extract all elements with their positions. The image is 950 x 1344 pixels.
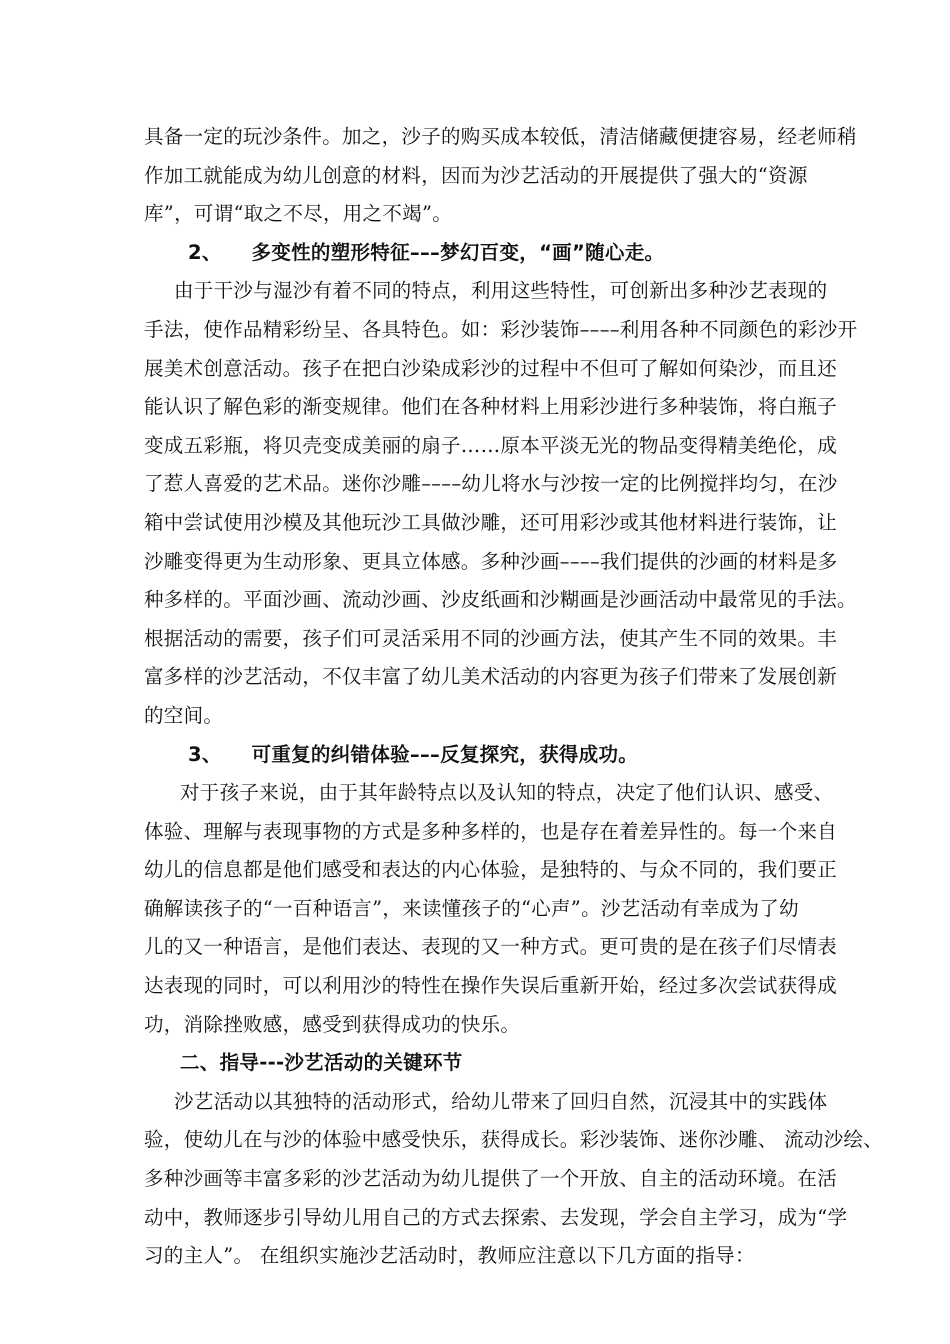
paragraph-line: 确解读孩子的“一百种语言”，来读懂孩子的“心声”。沙艺活动有幸成为了幼 [144,896,799,920]
paragraph-line: 库”，可谓“取之不尽，用之不竭”。 [144,202,453,226]
paragraph-line: 沙雕变得更为生动形象、更具立体感。多种沙画––––我们提供的沙画的材料是多 [144,549,838,573]
paragraph-line: 展美术创意活动。孩子在把白沙染成彩沙的过程中不但可了解如何染沙，而且还 [144,356,838,380]
paragraph-line: 作加工就能成为幼儿创意的材料，因而为沙艺活动的开展提供了强大的“资源 [144,163,808,187]
paragraph-line: 变成五彩瓶，将贝壳变成美丽的扇子……原本平淡无光的物品变得精美绝伦，成 [144,433,838,457]
paragraph-line: 根据活动的需要，孩子们可灵活采用不同的沙画方法，使其产生不同的效果。丰 [144,626,838,650]
paragraph-line: 沙艺活动以其独特的活动形式，给幼儿带来了回归自然，沉浸其中的实践体 [174,1089,828,1113]
section-heading: 3、 可重复的纠错体验–––反复探究，获得成功。 [188,742,639,766]
paragraph-line: 富多样的沙艺活动，不仅丰富了幼儿美术活动的内容更为孩子们带来了发展创新 [144,665,838,689]
paragraph-line: 种多样的。平面沙画、流动沙画、沙皮纸画和沙糊画是沙画活动中最常见的手法。 [144,588,857,612]
paragraph-line: 具备一定的玩沙条件。加之，沙子的购买成本较低，清洁储藏便捷容易，经老师稍 [144,125,857,148]
paragraph-line: 能认识了解色彩的渐变规律。他们在各种材料上用彩沙进行多种装饰，将白瓶子 [144,395,838,419]
paragraph-line: 的空间。 [144,703,224,727]
paragraph-line: 功，消除挫败感，感受到获得成功的快乐。 [144,1012,521,1036]
chapter-heading: 二、指导---沙艺活动的关键环节 [180,1051,463,1075]
paragraph-line: 了惹人喜爱的艺术品。迷你沙雕––––幼儿将水与沙按一定的比例搅拌均匀，在沙 [144,472,838,496]
section-heading: 2、 多变性的塑形特征–––梦幻百变，“画”随心走。 [188,240,665,264]
paragraph-line: 习的主人”。 在组织实施沙艺活动时，教师应注意以下几方面的指导： [144,1244,755,1268]
paragraph-line: 达表现的同时，可以利用沙的特性在操作失误后重新开始，经过多次尝试获得成 [144,974,838,998]
paragraph-line: 多种沙画等丰富多彩的沙艺活动为幼儿提供了一个开放、自主的活动环境。在活 [144,1167,838,1191]
paragraph-line: 儿的又一种语言，是他们表达、表现的又一种方式。更可贵的是在孩子们尽情表 [144,935,838,959]
paragraph-line: 箱中尝试使用沙模及其他玩沙工具做沙雕，还可用彩沙或其他材料进行装饰，让 [144,510,838,534]
paragraph-line: 手法，使作品精彩纷呈、各具特色。如：彩沙装饰––––利用各种不同颜色的彩沙开 [144,317,858,341]
paragraph-line: 体验、理解与表现事物的方式是多种多样的，也是存在着差异性的。每一个来自 [144,819,838,843]
paragraph-line: 动中，教师逐步引导幼儿用自己的方式去探索、去发现，学会自主学习，成为“学 [144,1205,848,1229]
paragraph-line: 幼儿的信息都是他们感受和表达的内心体验，是独特的、与众不同的，我们要正 [144,858,838,882]
paragraph-line: 由于干沙与湿沙有着不同的特点，利用这些特性，可创新出多种沙艺表现的 [174,279,828,303]
paragraph-line: 对于孩子来说，由于其年龄特点以及认知的特点，决定了他们认识、感受、 [180,781,834,805]
document-body [144,118,884,1276]
paragraph-line: 验，使幼儿在与沙的体验中感受快乐，获得成长。彩沙装饰、迷你沙雕、 流动沙绘、 [144,1128,884,1152]
